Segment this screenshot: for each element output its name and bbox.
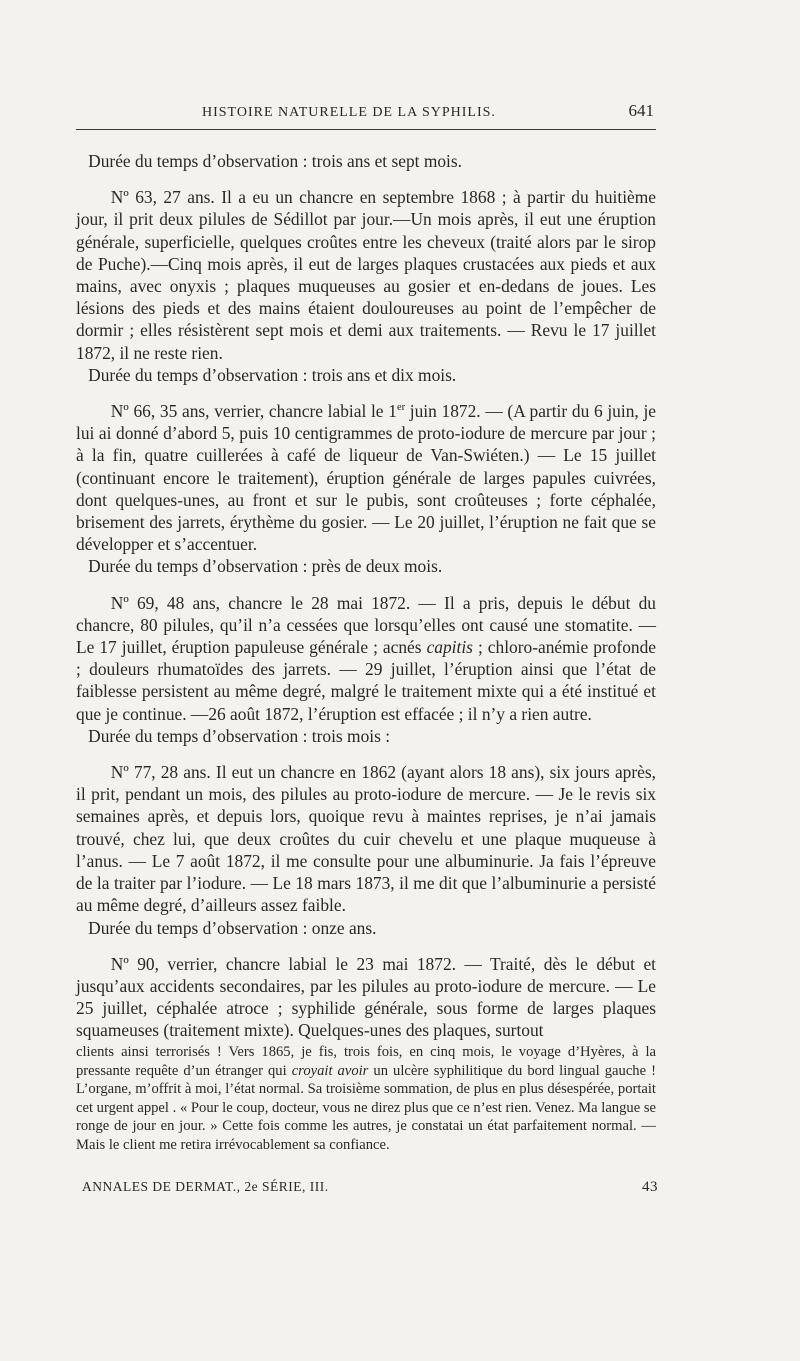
case-69-text: ; chloro-anémie profonde ; douleurs rhumatoïdes des jarrets. — 29 juillet, l’éruption ainsi que l’état de faiblesse persistent au même degré, malgré le traitement mixte qui a été institué et que je continue. —26 août 1872, l’éruption est effacée ; il n’y a rien autre.	[76, 637, 657, 724]
case-66-text: Nº 66, 35 ans, verrier, chancre labial le 1	[110, 401, 397, 422]
case-66	[76, 400, 656, 555]
body-text	[76, 150, 656, 1042]
case-66-text: juin 1872. — (A partir du 6 juin, je lui ai donné d’abord 5, puis 10 centigrammes de proto-iodure de mercure par jour ; à la fin, quatre cuillerées à café de liqueur de Van-Swiéten.) — Le 15 juillet (continuant encore le traitement), éruption générale de larges papules cuivrées, dont quelques-unes, au front et sur le pubis, sont croûteuses ; forte céphalée, brisement des jarrets, érythème du gosier. — Le 20 juillet, l’éruption ne fait que se développer et s’accentuer.	[76, 401, 657, 555]
duration-line: Durée du temps d’observation : trois ans et sept mois.	[88, 151, 463, 171]
footnote-text	[76, 1043, 656, 1155]
italic-term: croyait avoir	[291, 1062, 369, 1079]
superscript: er	[396, 402, 406, 414]
duration-line: Durée du temps d’observation : près de deux mois.	[88, 556, 443, 577]
running-title: HISTOIRE NATURELLE DE LA SYPHILIS.	[202, 105, 496, 120]
duration-line: Durée du temps d’observation : onze ans.	[88, 917, 377, 938]
duration-line: Durée du temps d’observation : trois mois :	[88, 725, 391, 746]
case-69	[76, 592, 656, 725]
duration-line: Durée du temps d’observation : trois ans et dix mois.	[88, 364, 457, 385]
journal-signature: ANNALES DE DERMAT., 2e SÉRIE, III.	[82, 1179, 329, 1194]
running-head	[78, 101, 654, 121]
page-number: 641	[628, 101, 654, 120]
header-rule	[76, 129, 656, 130]
italic-term: capitis	[426, 637, 473, 658]
case-69-text: Nº 69, 48 ans, chancre le 28 mai 1872. — Il a pris, depuis le début du chancre, 80 pilules, qu’il n’a cessées que lorsqu’elles ont causé une stomatite. — Le 17 juillet, éruption papuleuse générale ; acnés	[76, 592, 656, 658]
sheet-number: 43	[642, 1179, 658, 1195]
footnote-text-part: un ulcère syphilitique du bord lingual gauche ! L’organe, m’offrit à moi, l’état normal. Sa troisième sommation, de plus en plus désespérée, portait cet urgent appel . « Pour le coup, docteur, vous ne direz plus que ce n’est rien. Venez. Ma langue se ronge de jour en jour. » Cette fois comme les autres, je constatai un état parfaitement normal. — Mais le client me retira irrévocablement sa confiance.	[76, 1062, 656, 1153]
case-77: Nº 77, 28 ans. Il eut un chancre en 1862 (ayant alors 18 ans), six jours après, il prit, pendant un mois, des pilules au proto-iodure de mercure. — Je le revis six semaines après, et depuis lors, quoique revu à maintes reprises, je n’ai jamais trouvé, chez lui, que deux croûtes du cuir chevelu et une plaque muqueuse à l’anus. — Le 7 août 1872, il me consulte pour une albuminurie. Ja fais l’épreuve de la traiter par l’iodure. — Le 18 mars 1873, il me dit que l’albuminurie a persisté au même degré, d’ailleurs assez faible.	[76, 762, 656, 916]
footnote	[76, 1043, 656, 1155]
signature-line	[82, 1179, 658, 1196]
case-90: Nº 90, verrier, chancre labial le 23 mai 1872. — Traité, dès le début et jusqu’aux accidents secondaires, par les pilules au proto-iodure de mercure. — Le 25 juillet, céphalée atroce ; syphilide générale, sous forme de larges plaques squameuses (traitement mixte). Quelques-unes des plaques, surtout	[76, 953, 656, 1041]
footnote-text-part: clients ainsi terrorisés ! Vers 1865, je fis, trois fois, en cinq mois, le voyage d’Hyères, à la pressante requête d’un étranger qui	[76, 1044, 656, 1079]
case-63: Nº 63, 27 ans. Il a eu un chancre en septembre 1868 ; à partir du huitième jour, il prit deux pilules de Sédillot par jour.—Un mois après, il eut une éruption générale, superficielle, quelques croûtes entre les cheveux (traité alors par le sirop de Puche).—Cinq mois après, il eut de larges plaques crustacées aux pieds et aux mains, avec onyxis ; plaques muqueuses au gosier et en-dedans de joues. Les lésions des pieds et des mains étaient douloureuses au point de l’empêcher de dormir ; elles résistèrent sept mois et demi aux traitements. — Revu le 17 juillet 1872, il ne reste rien.	[76, 187, 656, 363]
